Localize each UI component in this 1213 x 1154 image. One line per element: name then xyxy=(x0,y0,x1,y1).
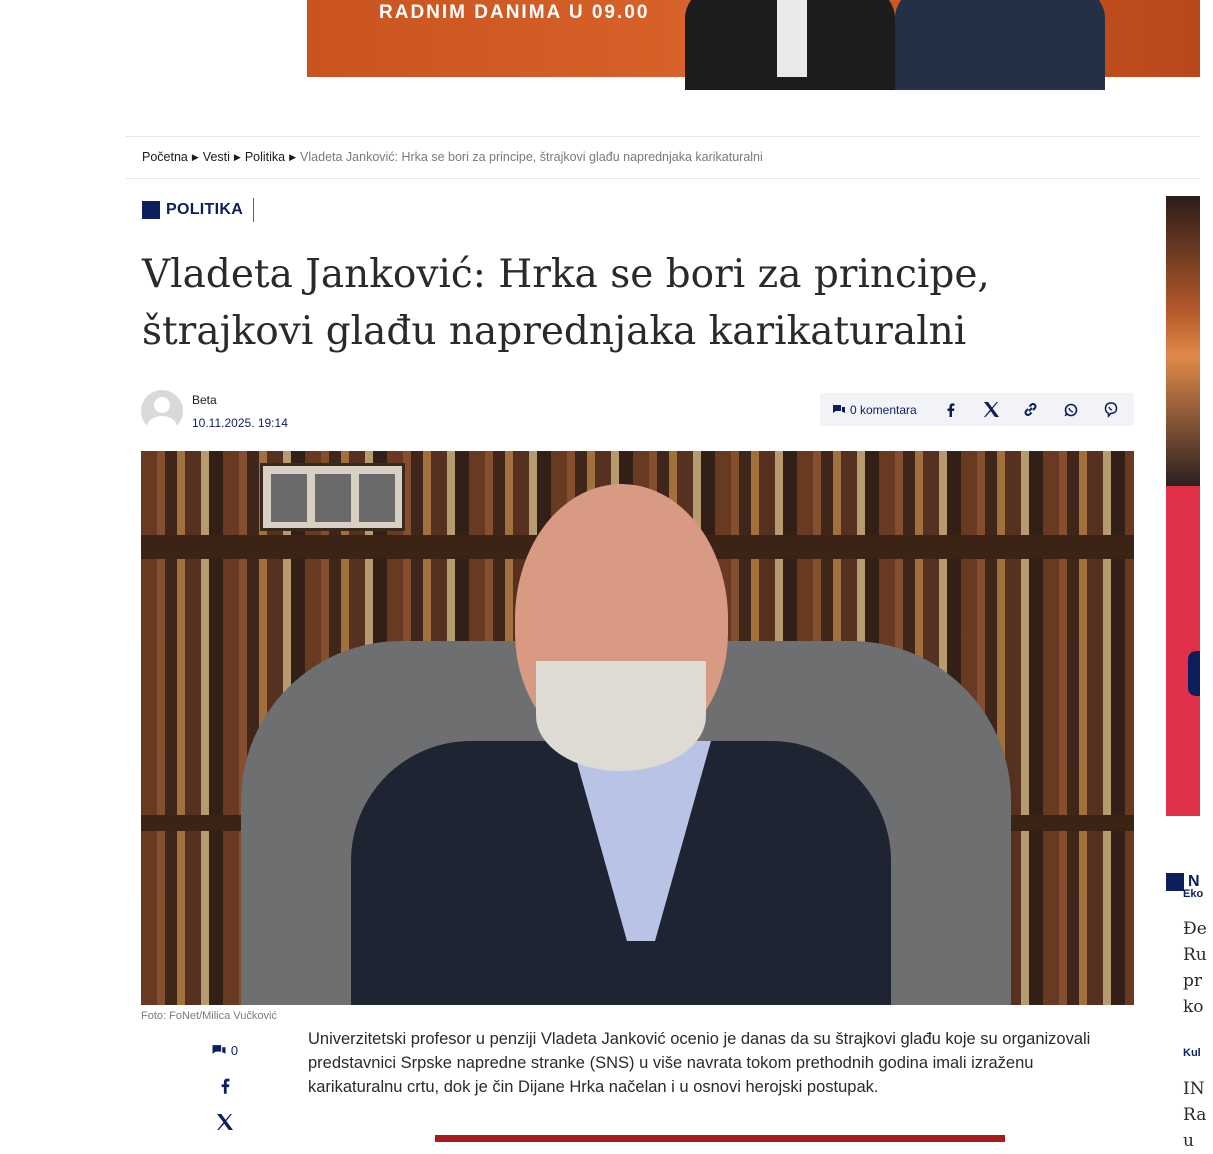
sidebar-item-1-line: pr xyxy=(1183,971,1203,991)
comments-icon xyxy=(211,1044,227,1057)
viber-icon[interactable] xyxy=(1091,393,1131,426)
article-title-line-2: štrajkovi glađu naprednjaka karikaturalni xyxy=(142,309,967,354)
person-beard xyxy=(536,661,706,771)
breadcrumb-separator-icon: ▶ xyxy=(233,151,241,162)
breadcrumb-separator-icon: ▶ xyxy=(289,151,297,162)
comments-icon xyxy=(832,404,846,416)
category-square-icon xyxy=(142,201,160,219)
side-facebook-icon[interactable] xyxy=(196,1068,253,1104)
sidebar-section-square-icon xyxy=(1166,873,1184,891)
article-lead: Univerzitetski profesor u penziji Vladeta Janković ocenio je danas da su štrajkovi glađu koje su organizovali predstavnici Srpske napredne stranke (SNS) u više navrata tokom prethodnih godina imali izraženu karikaturalnu crtu, dok je čin Dijane Hrka načelan i u osnovi herojski postupak. xyxy=(308,1030,1091,1096)
side-comments-link[interactable] xyxy=(196,1032,253,1068)
category-divider xyxy=(253,198,254,222)
sidebar-item-1-kicker[interactable]: Eko xyxy=(1183,888,1204,900)
sidebar-item-2-line: u xyxy=(1183,1131,1194,1151)
sidebar-item-1-line: Đe xyxy=(1183,919,1207,939)
side-share-bar xyxy=(196,1032,253,1142)
side-comments-count: 0 xyxy=(230,1042,239,1058)
banner-person-right xyxy=(895,0,1105,90)
breadcrumb-current: Vladeta Janković: Hrka se bori za principe, štrajkovi glađu naprednjaka karikaturalni xyxy=(300,150,763,164)
share-bar xyxy=(820,393,1134,426)
sidebar-item-1-line: ko xyxy=(1183,997,1204,1017)
sidebar-item-1-line: Ru xyxy=(1183,945,1207,965)
author-avatar xyxy=(141,390,183,432)
sidebar-item-2-title[interactable] xyxy=(1183,1076,1213,1154)
article-title-line-1: Vladeta Janković: Hrka se bori za principe, xyxy=(142,252,990,297)
breadcrumb-politika[interactable]: Politika xyxy=(244,150,286,164)
side-x-icon[interactable] xyxy=(196,1104,253,1140)
comments-link[interactable] xyxy=(832,403,917,417)
sidebar-ad[interactable] xyxy=(1166,196,1200,816)
article-title xyxy=(142,246,1132,360)
x-icon[interactable] xyxy=(971,393,1011,426)
photo-caption: Foto: FoNet/Milica Vučković xyxy=(141,1010,277,1022)
sidebar-ad-photo xyxy=(1166,196,1200,486)
sidebar-item-2-line: Ra xyxy=(1183,1105,1207,1125)
sidebar-ad-button xyxy=(1188,651,1200,696)
article-main-photo[interactable] xyxy=(141,451,1134,1005)
banner-text: RADNIM DANIMA U 09.00 xyxy=(379,2,650,23)
banner-shirt xyxy=(777,0,807,77)
article-category[interactable] xyxy=(142,198,254,222)
publish-date: 10.11.2025. 19:14 xyxy=(192,416,288,430)
link-icon[interactable] xyxy=(1011,393,1051,426)
sidebar-item-2-line: IN xyxy=(1183,1079,1205,1099)
author-name[interactable]: Beta xyxy=(192,393,217,407)
facebook-icon[interactable] xyxy=(931,393,971,426)
breadcrumb-vesti[interactable]: Vesti xyxy=(202,150,230,164)
comments-label: 0 komentara xyxy=(850,402,917,417)
breadcrumb xyxy=(142,150,763,164)
whatsapp-icon[interactable] xyxy=(1051,393,1091,426)
sidebar-item-1-title[interactable] xyxy=(1183,916,1213,1020)
sidebar-section-title: N xyxy=(1188,873,1200,890)
breadcrumb-home[interactable]: Početna xyxy=(142,150,188,164)
picture-frame xyxy=(260,463,405,531)
top-banner-ad[interactable] xyxy=(307,0,1200,77)
breadcrumb-bar xyxy=(126,136,1200,179)
breadcrumb-separator-icon: ▶ xyxy=(191,151,199,162)
category-label[interactable]: POLITIKA xyxy=(166,201,244,218)
sidebar-item-2-kicker[interactable]: Kul xyxy=(1183,1047,1201,1059)
content-red-bar xyxy=(435,1135,1005,1142)
